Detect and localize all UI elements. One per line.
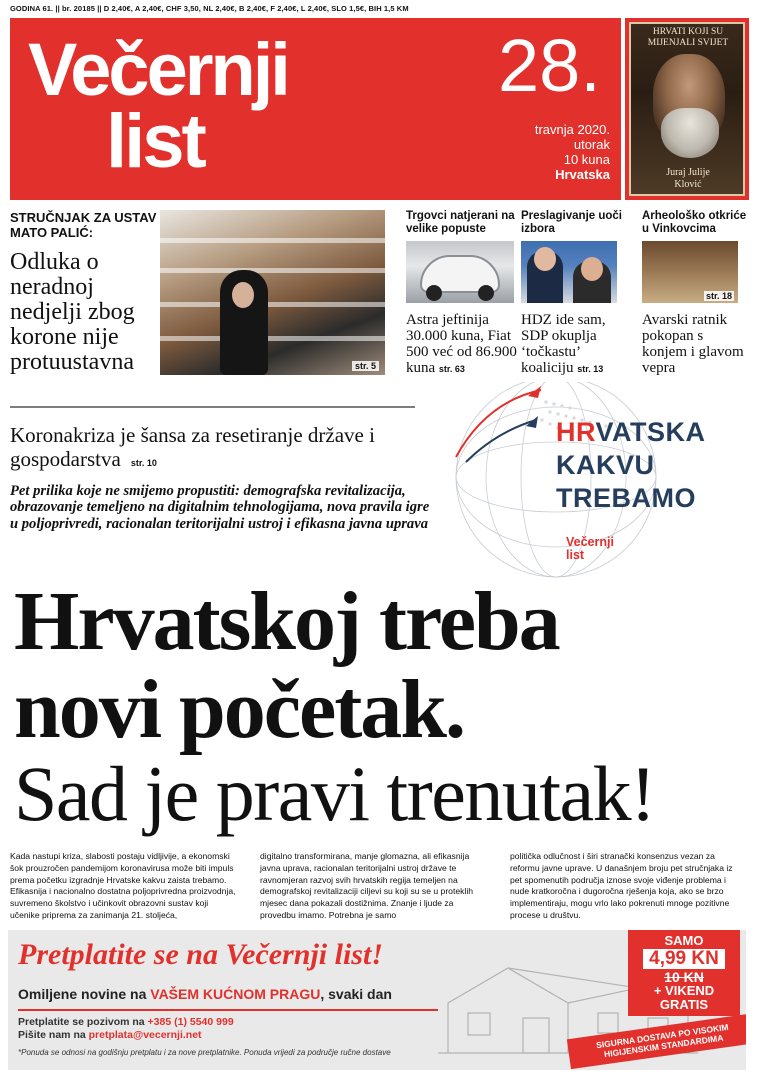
teaser-photo-excavation[interactable] (642, 241, 738, 303)
price-word: SAMO (664, 933, 704, 948)
date-month-year: travnja 2020. (534, 122, 610, 137)
body-column: politička odlučnost i širi stranački konsenzus vezan za reformu javne uprave. U današnjem broju pet stručnjaka iz pet spomenutih područja iznose svoje viđenje problema i nude kratkoročna i dugoročna rješenja koja, ako se brzo implementiraju, mogu vrlo lako pokrenuti mnoge pozitivne procese u društvu. (510, 851, 733, 920)
ad-tagline-end: , svaki dan (320, 986, 392, 1002)
campaign-title-hr: HR (556, 417, 596, 447)
logo-line1: Večernji (28, 28, 288, 111)
portrait-beard (661, 108, 719, 158)
lead-story-page-ref: str. 5 (352, 361, 379, 371)
ad-tagline (18, 986, 392, 1002)
portrait-name-line1: Juraj Julije (666, 167, 710, 178)
ad-divider (18, 1009, 438, 1011)
portrait-teaser[interactable] (625, 18, 749, 200)
second-story-page-ref: str. 10 (130, 458, 157, 468)
main-headline-line3[interactable]: Sad je pravi trenutak! (14, 750, 655, 837)
ad-email-label: Pišite nam na (18, 1029, 89, 1041)
teaser-kicker: Arheološko otkriće u Vinkovcima (642, 210, 747, 235)
date-weekday: utorak (573, 137, 610, 152)
teaser-photo-politicians[interactable] (521, 241, 617, 303)
main-headline-line2[interactable]: novi početak. (14, 663, 465, 756)
body-column: Kada nastupi kriza, slabosti postaju vidljivije, a ekonomski šok prouzročen pandemijom koronavirusa može biti impuls prema početku izgradnje Hrvatske kakvu zaista trebamo. Efikasnija i nacionalno dostatna poljoprivredna proizvodnja, suvremeno školstvo i učinkovit obrazovni sustav koji učenike priprema za zanimanja 21. stoljeća, (10, 851, 236, 920)
politician-face (534, 247, 556, 271)
shelf-line (160, 238, 385, 243)
ad-title: Pretplatite se na Večernji list! (18, 938, 383, 971)
ad-phone-label: Pretplatite se pozivom na (18, 1016, 148, 1028)
ad-footnote: *Ponuda se odnosi na godišnju pretplatu i za nove pretplatnike. Ponuda vrijedi za područje ručne dostave (18, 1048, 391, 1057)
ad-phone-number[interactable]: +385 (1) 5540 999 (147, 1016, 234, 1028)
portrait-series-caption: HRVATI KOJI SU MIJENJALI SVIJET (647, 27, 729, 48)
second-story-headline[interactable] (10, 423, 390, 475)
masthead (10, 18, 621, 200)
edition-info-strip: GODINA 61. || br. 20185 || D 2,40€, A 2,40€, CHF 3,50, NL 2,40€, B 2,40€, F 2,40€, L 2,40€, SLO 1,5€, BIH 1,5 KM (10, 4, 409, 13)
body-column: digitalno transformirana, manje glomazna, ali efikasnija javna uprava, racionalan teritorijalni ustroj države te ravnomjeran razvoj svih hrvatskih regija temeljen na demografskoj revitalizaciji ciljevi su koji su se u proteklih mjesec dana pokazali dostižnima. Znanje i ljude za provedbu imamo. Potrebna je samo (260, 851, 474, 920)
teaser-page-ref: str. 13 (577, 364, 604, 374)
ad-email-link[interactable]: pretplata@vecernji.net (88, 1029, 202, 1041)
car-wheel (426, 285, 442, 301)
teaser-kicker: Trgovci natjerani na velike popuste (406, 210, 515, 235)
lead-story-kicker: STRUČNJAK ZA USTAV MATO PALIĆ: (10, 210, 157, 240)
campaign-mini-logo (566, 536, 614, 562)
mini-logo-line2: list (566, 548, 585, 562)
portrait-image (629, 22, 745, 196)
lead-story-photo[interactable] (160, 210, 385, 375)
teaser-headline[interactable]: Avarski ratnik pokopan s konjem i glavom vepra (642, 312, 744, 376)
ad-tagline-start: Omiljene novine na (18, 986, 151, 1002)
campaign-title-line2: KAKVU (556, 450, 655, 480)
teaser-headline[interactable] (406, 312, 518, 377)
logo-line2: list (106, 99, 204, 184)
shopper-face (232, 282, 254, 308)
politician-face (581, 257, 603, 281)
second-story-subhead: Pet prilika koje ne smijemo propustiti: demografska revitalizacija, obrazovanje temeljeno na digitalnim tehnologijama, nova pravila igre u poljoprivredi, racionalan teritorijalni ustroj i efikasna javna uprava (10, 483, 430, 532)
edition-region: Hrvatska (555, 167, 610, 182)
lead-story-headline[interactable]: Odluka o neradnoj nedjelji zbog korone nije protuustavna (10, 249, 135, 375)
price-bonus: + VIKEND GRATIS (653, 983, 715, 1012)
campaign-title (556, 416, 706, 515)
mini-logo-line1: Večernji (566, 535, 614, 549)
price-new: 4,99 KN (643, 949, 725, 969)
campaign-title-line1 (556, 416, 706, 449)
teaser-headline[interactable] (521, 312, 636, 377)
car-wheel (478, 285, 494, 301)
portrait-name-line2: Klović (674, 179, 702, 190)
teaser-headline-text: Astra jeftinija 30.000 kuna, Fiat 500 već od 86.900 kuna (406, 312, 517, 376)
shelf-line (160, 336, 385, 341)
teaser-page-ref: str. 63 (438, 364, 465, 374)
date-day: 28. (498, 24, 601, 107)
campaign-title-line3: TREBAMO (556, 483, 696, 513)
shelf-line (160, 302, 385, 307)
ad-contact (18, 1016, 234, 1042)
subscription-ad[interactable] (8, 930, 746, 1070)
second-story-headline-text: Koronakriza je šansa za resetiranje države i gospodarstva (10, 423, 375, 471)
price-old: 10 KN (664, 969, 704, 985)
shelf-line (160, 268, 385, 273)
section-divider (10, 406, 415, 408)
main-headline-line1[interactable]: Hrvatskoj treba (14, 575, 559, 668)
teaser-photo-car[interactable] (406, 241, 514, 303)
teaser-page-ref: str. 18 (705, 291, 732, 301)
campaign-title-vatska: VATSKA (595, 417, 706, 447)
delivery-ribbon: SIGURNA DOSTAVA PO VISOKIM HIGIJENSKIM STANDARDIMA (567, 1013, 746, 1069)
portrait-name (633, 167, 743, 191)
price-badge (628, 930, 740, 1016)
cover-price: 10 kuna (563, 152, 610, 167)
ad-tagline-highlight: VAŠEM KUĆNOM PRAGU (150, 986, 321, 1002)
teaser-headline-text: HDZ ide sam, SDP okuplja ‘točkastu’ koaliciju (521, 312, 606, 376)
teaser-kicker: Preslagivanje uoči izbora (521, 210, 622, 235)
date-block (480, 122, 610, 182)
